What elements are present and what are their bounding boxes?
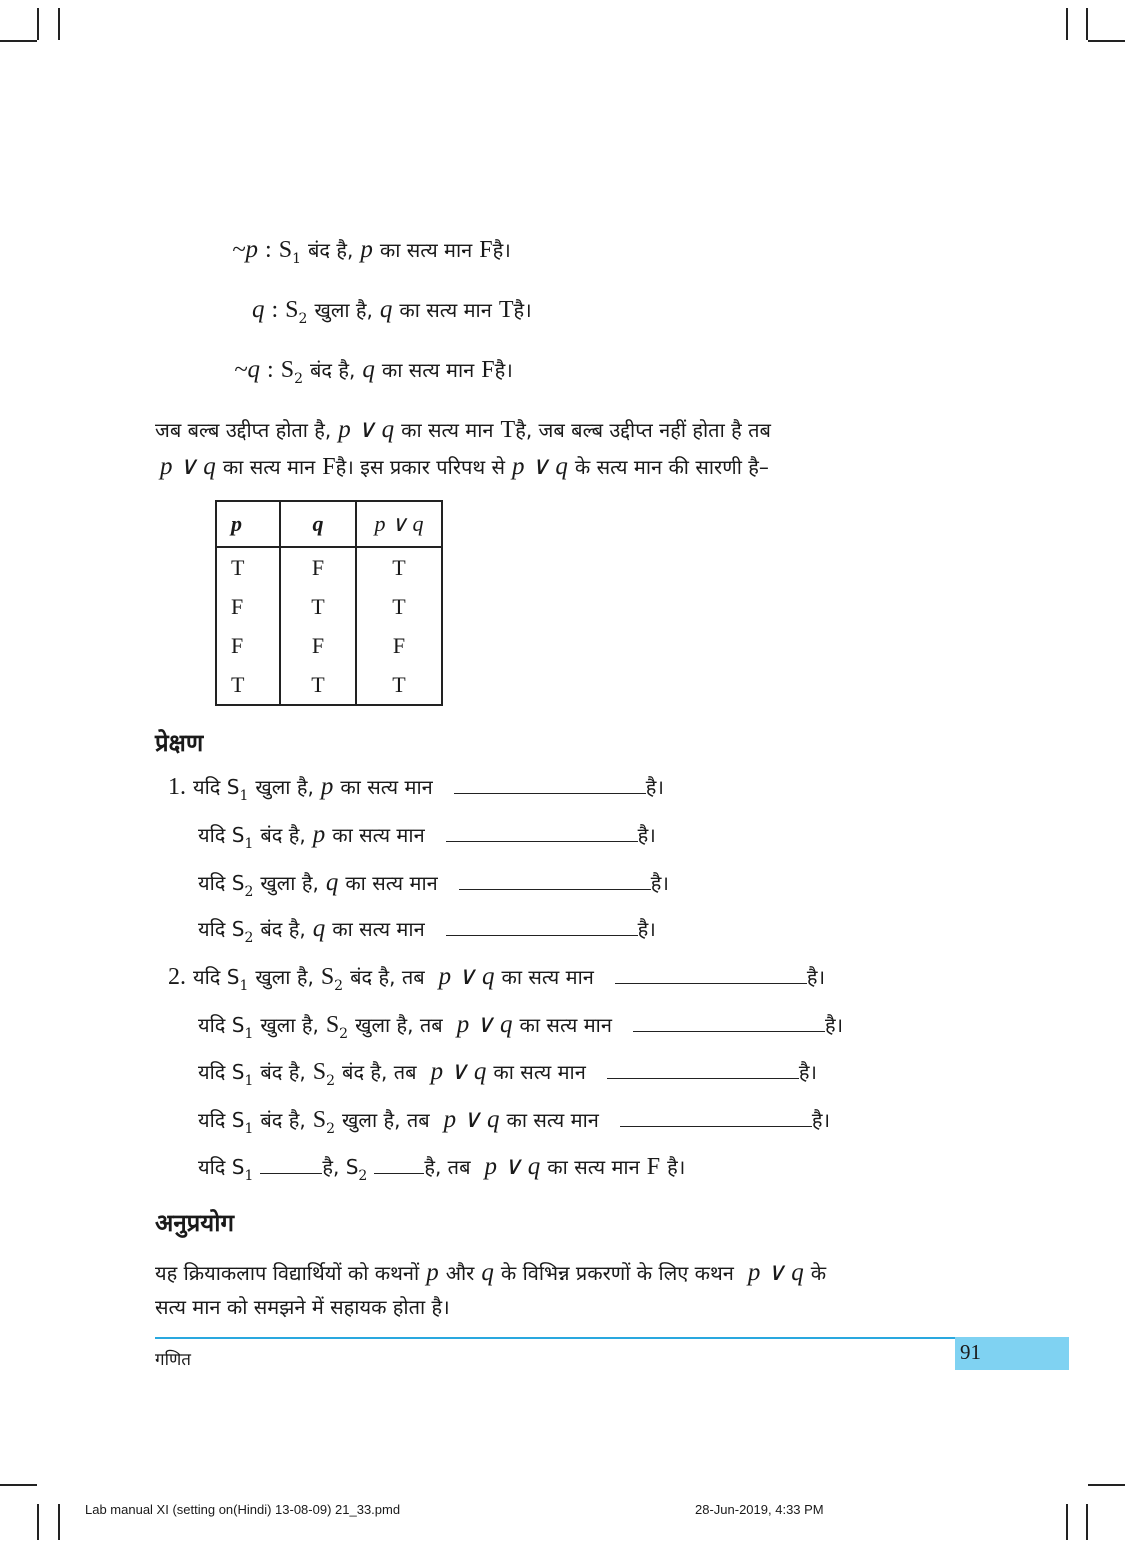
application-line-1: यह क्रियाकलाप विद्यार्थियों को कथनों p और q के विभिन्न प्रकरणों के लिए कथन p ∨ q के	[155, 1259, 827, 1286]
table-row	[216, 626, 442, 665]
page-number: 91	[960, 1340, 981, 1364]
q2-line-3: यदि $S_1$ बंद है, $S_2$ बंद है, तब p ∨ q का सत्य मान है।	[198, 1058, 818, 1089]
answer-blank[interactable]	[620, 1106, 812, 1127]
table-cell: T	[356, 665, 442, 705]
table-cell: T	[356, 587, 442, 626]
application-line-2: सत्य मान को समझने में सहायक होता है।	[155, 1295, 450, 1319]
intro-line-1: जब बल्ब उद्दीप्त होता है, p ∨ q का सत्य मान Tहै, जब बल्ब उद्दीप्त नहीं होता है तब	[155, 416, 771, 443]
statement-q: q : $S_2$ खुला है, q का सत्य मान Tहै।	[252, 296, 532, 327]
answer-blank[interactable]	[454, 773, 646, 794]
table-cell: T	[216, 665, 280, 705]
answer-blank[interactable]	[633, 1011, 825, 1032]
table-cell: T	[280, 665, 356, 705]
answer-blank[interactable]	[615, 963, 807, 984]
observation-heading: प्रेक्षण	[155, 729, 204, 757]
q1-line-3: यदि $S_2$ खुला है, q का सत्य मान है।	[198, 869, 669, 900]
footer-rule	[155, 1337, 955, 1339]
table-row	[216, 665, 442, 705]
answer-blank[interactable]	[459, 869, 651, 890]
slug-filename: Lab manual XI (setting on(Hindi) 13-08-09) 21_33.pmd	[85, 1502, 401, 1517]
table-header-row	[216, 501, 442, 547]
header-p: p	[216, 501, 280, 547]
application-heading: अनुप्रयोग	[155, 1209, 234, 1237]
slug-date: 28-Jun-2019, 4:33 PM	[695, 1502, 824, 1517]
table-cell: F	[356, 626, 442, 665]
q2-line-2: यदि $S_1$ खुला है, $S_2$ खुला है, तब p ∨ q का सत्य मान है।	[198, 1011, 844, 1042]
q2-line-4: यदि $S_1$ बंद है, $S_2$ खुला है, तब p ∨ q का सत्य मान है।	[198, 1106, 831, 1137]
table-cell: T	[356, 547, 442, 587]
table-row	[216, 547, 442, 587]
answer-blank[interactable]	[374, 1153, 424, 1174]
table-cell: T	[216, 547, 280, 587]
table-cell: F	[280, 626, 356, 665]
statement-not-q: ~q : $S_2$ बंद है, q का सत्य मान Fहै।	[234, 356, 513, 387]
answer-blank[interactable]	[260, 1153, 322, 1174]
q1-line-2: यदि $S_1$ बंद है, p का सत्य मान है।	[198, 821, 656, 852]
intro-line-2: p ∨ q का सत्य मान Fहै। इस प्रकार परिपथ से p ∨ q के सत्य मान की सारणी है–	[160, 453, 769, 480]
q2-line-5: यदि $S_1$ है, $S_2$ है, तब p ∨ q का सत्य मान F है।	[198, 1153, 686, 1184]
table-cell: F	[216, 626, 280, 665]
answer-blank[interactable]	[446, 915, 638, 936]
footer-subject: गणित	[155, 1350, 191, 1370]
statement-not-p: ~p : $S_1$ बंद है, p का सत्य मान Fहै।	[232, 236, 511, 267]
q2-line-1: 2. यदि $S_1$ खुला है, $S_2$ बंद है, तब p ∨ q का सत्य मान है।	[168, 963, 826, 994]
table-cell: F	[280, 547, 356, 587]
truth-table	[215, 500, 443, 706]
table-cell: F	[216, 587, 280, 626]
q1-line-1: 1. यदि $S_1$ खुला है, p का सत्य मान है।	[168, 773, 664, 804]
table-cell: T	[280, 587, 356, 626]
header-q: q	[280, 501, 356, 547]
q1-line-4: यदि $S_2$ बंद है, q का सत्य मान है।	[198, 915, 656, 946]
table-row	[216, 587, 442, 626]
answer-blank[interactable]	[607, 1058, 799, 1079]
answer-blank[interactable]	[446, 821, 638, 842]
header-p-or-q: p ∨ q	[356, 501, 442, 547]
